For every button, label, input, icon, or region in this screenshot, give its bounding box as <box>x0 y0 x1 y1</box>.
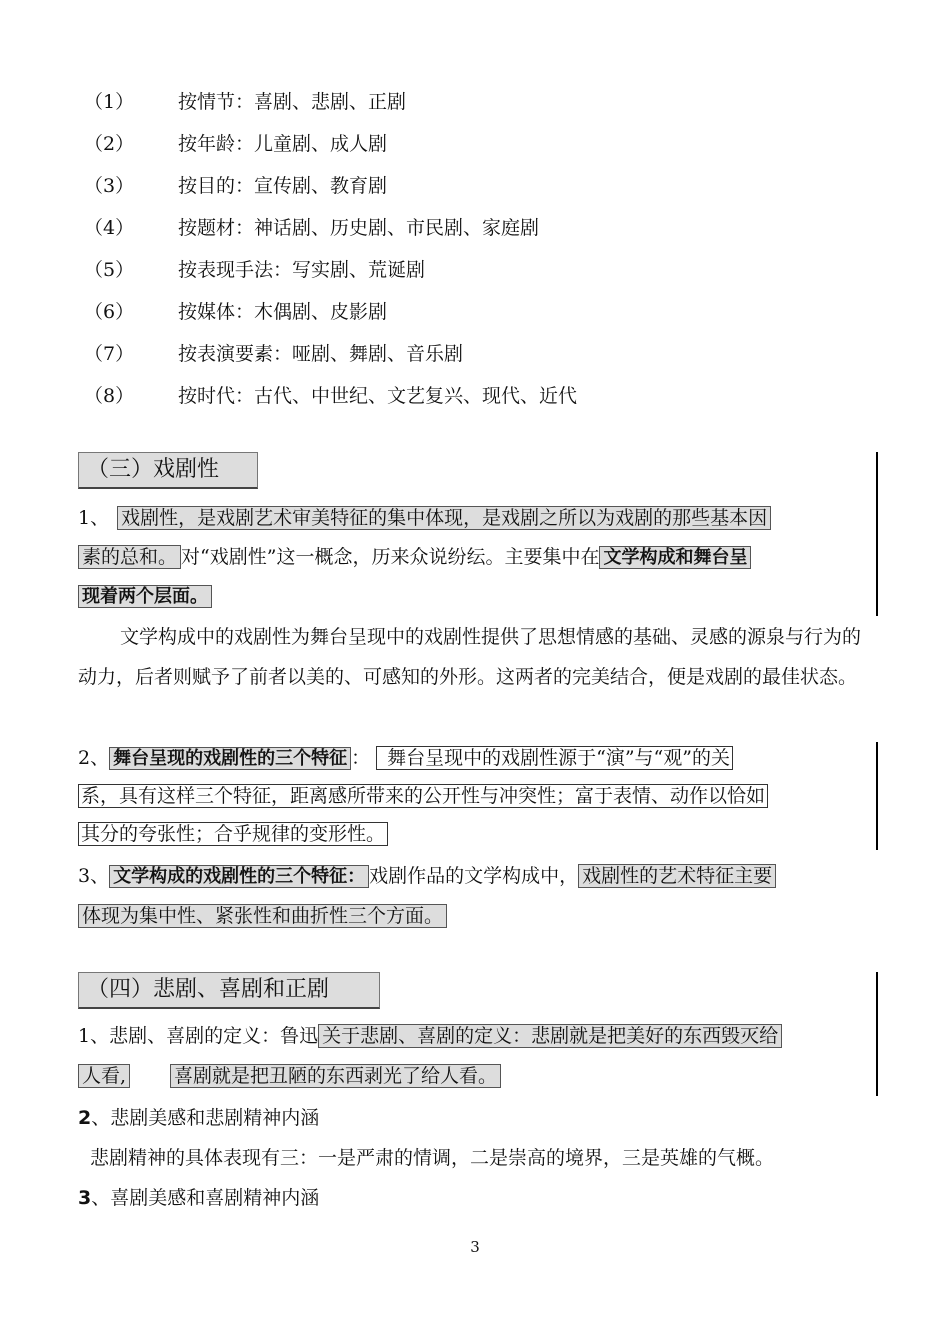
paragraph-number: 2 <box>78 1107 92 1129</box>
boxed-text: 其分的夸张性；合乎规律的变形性。 <box>78 822 388 846</box>
paragraph-number: 2、 <box>78 747 110 769</box>
paragraph-text: 戏剧作品的文学构成中， <box>369 865 579 887</box>
highlighted-text: 人看, <box>78 1064 130 1088</box>
paragraph-line <box>78 816 388 852</box>
paragraph-text: 1、悲剧、喜剧的定义：鲁迅 <box>78 1025 319 1047</box>
paragraph: 文学构成中的戏剧性为舞台呈现中的戏剧性提供了思想情感的基础、灵感的源泉与行为的动力，后者则赋予了前者以美的、可感知的外形。这两者的完美结合，便是戏剧的最佳状态。 <box>78 626 862 688</box>
paragraph-number: 3、 <box>78 865 110 887</box>
section-tragedy-comedy <box>78 972 876 1096</box>
literary-features <box>78 858 876 934</box>
classification-list <box>84 84 577 420</box>
list-number: （8） <box>84 385 135 407</box>
list-text: 按题材：神话剧、历史剧、市民剧、家庭剧 <box>178 217 540 239</box>
colon: ： <box>351 747 371 769</box>
paragraph-line <box>78 500 771 536</box>
highlighted-keyword: 现着两个层面。 <box>78 585 212 608</box>
highlighted-keyword: 文学构成的戏剧性的三个特征： <box>109 865 369 888</box>
list-item <box>84 294 577 336</box>
list-number: （4） <box>84 217 135 239</box>
paragraph-line <box>78 1018 782 1054</box>
highlighted-text: 戏剧性的艺术特征主要 <box>578 864 776 888</box>
list-number: （1） <box>84 91 135 113</box>
boxed-text: 系，具有这样三个特征，距离感所带来的公开性与冲突性；富于表情、动作以恰如 <box>78 784 768 808</box>
paragraph-line <box>78 858 776 894</box>
list-number: （2） <box>84 133 135 155</box>
paragraph-line <box>78 898 447 934</box>
list-number: （3） <box>84 175 135 197</box>
section-dramatic-quality <box>78 452 876 616</box>
list-item <box>84 378 577 420</box>
list-text: 按媒体：木偶剧、皮影剧 <box>178 301 388 323</box>
list-item <box>84 84 577 126</box>
list-item <box>84 252 577 294</box>
margin-rule <box>876 742 878 850</box>
paragraph-text: 、喜剧美感和喜剧精神内涵 <box>91 1187 320 1209</box>
list-text: 按时代：古代、中世纪、文艺复兴、现代、近代 <box>178 385 578 407</box>
paragraph-line <box>78 1058 501 1094</box>
list-item <box>84 210 577 252</box>
list-text: 按表演要素：哑剧、舞剧、音乐剧 <box>178 343 464 365</box>
highlighted-text: 喜剧就是把丑陋的东西剥光了给人看。 <box>170 1064 501 1088</box>
list-item <box>84 126 577 168</box>
paragraph-text: 对“戏剧性”这一概念，历来众说纷纭。主要集中在 <box>181 546 600 568</box>
margin-rule <box>876 452 878 616</box>
list-text: 按目的：宣传剧、教育剧 <box>178 175 388 197</box>
list-number: （7） <box>84 343 135 365</box>
list-item <box>84 168 577 210</box>
highlighted-text: 戏剧性，是戏剧艺术审美特征的集中体现，是戏剧之所以为戏剧的那些基本因 <box>117 506 771 530</box>
highlighted-keyword: 文学构成和舞台呈 <box>599 546 751 569</box>
list-text: 按情节：喜剧、悲剧、正剧 <box>178 91 407 113</box>
list-number: （5） <box>84 259 135 281</box>
paragraph-number: 1、 <box>78 507 110 529</box>
paragraph-line <box>78 778 768 814</box>
page-number: 3 <box>470 1238 480 1256</box>
highlighted-keyword: 舞台呈现的戏剧性的三个特征 <box>109 747 351 770</box>
paragraph-text: 、悲剧美感和悲剧精神内涵 <box>91 1107 320 1129</box>
highlighted-text: 体现为集中性、紧张性和曲折性三个方面。 <box>78 904 447 928</box>
list-item <box>84 336 577 378</box>
highlighted-text: 关于悲剧、喜剧的定义：悲剧就是把美好的东西毁灭给 <box>318 1024 782 1048</box>
list-number: （6） <box>84 301 135 323</box>
paragraph-line <box>78 539 751 575</box>
paragraph: 悲剧精神的具体表现有三：一是严肃的情调，二是崇高的境界，三是英雄的气概。 <box>90 1147 775 1169</box>
section-heading: （三）戏剧性 <box>78 452 258 489</box>
highlighted-text: 素的总和。 <box>78 545 181 569</box>
stage-features <box>78 740 876 850</box>
section-heading: （四）悲剧、喜剧和正剧 <box>78 972 380 1009</box>
paragraph-number: 3 <box>78 1187 92 1209</box>
margin-rule <box>876 972 878 1096</box>
paragraph <box>78 1178 878 1218</box>
paragraph-line <box>78 740 733 776</box>
boxed-text: 舞台呈现中的戏剧性源于“演”与“观”的关 <box>376 746 733 770</box>
list-text: 按年龄：儿童剧、成人剧 <box>178 133 388 155</box>
paragraph-line <box>78 578 212 614</box>
list-text: 按表现手法：写实剧、荒诞剧 <box>178 259 426 281</box>
paragraph <box>78 1098 878 1138</box>
